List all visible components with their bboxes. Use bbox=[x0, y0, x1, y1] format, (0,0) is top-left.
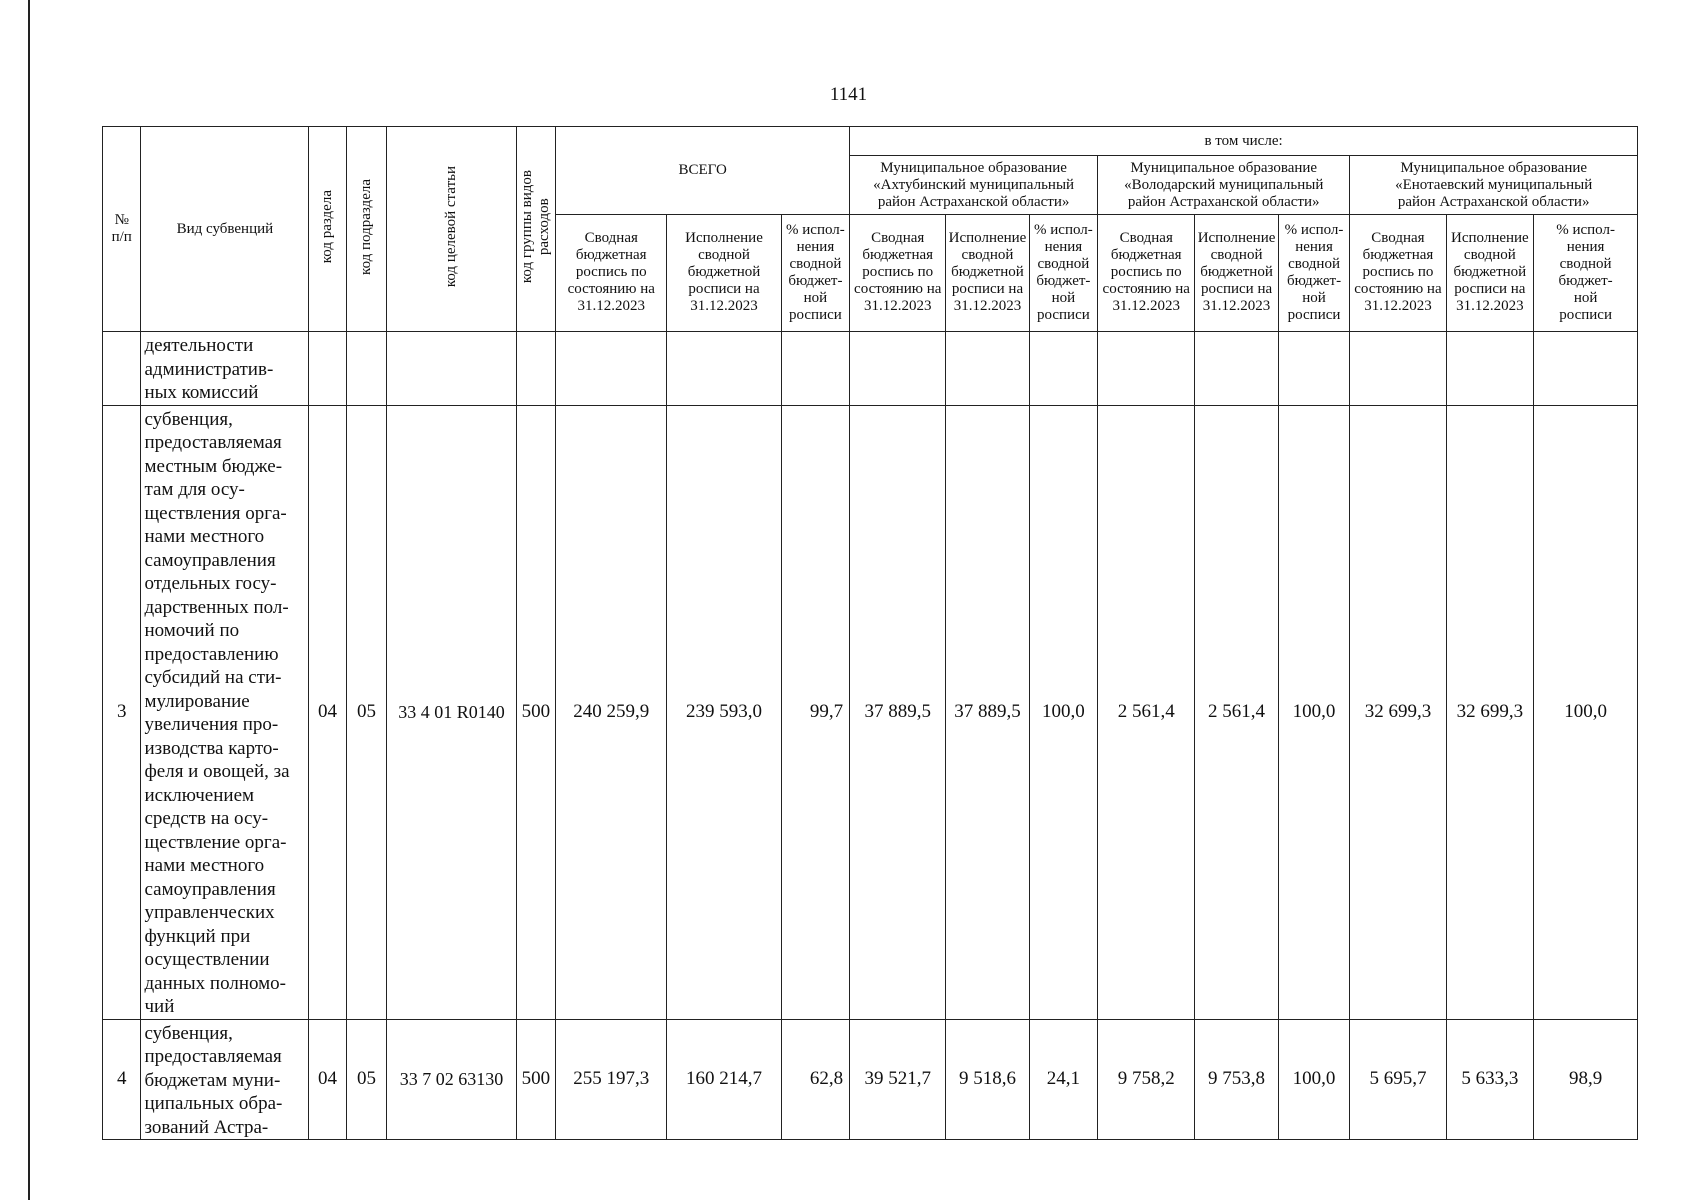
header-razdel: код раздела bbox=[309, 127, 346, 332]
header-pct-total: % испол- нения сводной бюджет- ной росписи bbox=[781, 214, 849, 331]
row-value: 32 699,3 bbox=[1350, 405, 1446, 1019]
row-kind: субвенция, предоставляемая местным бюдже- там для осу- ществления орга- нами местного самоуправления отдельных госу- дарственных пол- номочий по предоставлению субсидий на сти- мулирование увеличения про- изводства карто- феля и овощей, за исключением средств на осу- ществление орга- нами местного самоуправления управленческих функций при осуществлении данных полномо- чий bbox=[141, 405, 309, 1019]
row-kind: деятельности административ- ных комиссий bbox=[141, 332, 309, 406]
header-plan-mo3: Сводная бюджетная роспись по состоянию на 31.12.2023 bbox=[1350, 214, 1446, 331]
header-pct-mo1: % испол- нения сводной бюджет- ной росписи bbox=[1029, 214, 1097, 331]
table-row bbox=[103, 332, 1638, 406]
row-value bbox=[1534, 332, 1638, 406]
row-value bbox=[556, 332, 667, 406]
row-value: 99,7 bbox=[781, 405, 849, 1019]
row-podrazdel: 05 bbox=[346, 1019, 387, 1140]
row-value: 32 699,3 bbox=[1446, 405, 1534, 1019]
row-value: 24,1 bbox=[1029, 1019, 1097, 1140]
row-value: 62,8 bbox=[781, 1019, 849, 1140]
header-podrazdel: код подраздела bbox=[346, 127, 387, 332]
row-value: 239 593,0 bbox=[667, 405, 781, 1019]
row-value bbox=[667, 332, 781, 406]
row-num bbox=[103, 332, 141, 406]
row-group bbox=[516, 332, 556, 406]
row-value bbox=[1195, 332, 1278, 406]
row-value: 255 197,3 bbox=[556, 1019, 667, 1140]
row-value: 98,9 bbox=[1534, 1019, 1638, 1140]
row-value: 9 758,2 bbox=[1098, 1019, 1195, 1140]
row-value: 9 753,8 bbox=[1195, 1019, 1278, 1140]
row-value bbox=[1350, 332, 1446, 406]
row-target: 33 7 02 63130 bbox=[387, 1019, 516, 1140]
header-plan-mo2: Сводная бюджетная роспись по состоянию на 31.12.2023 bbox=[1098, 214, 1195, 331]
row-value bbox=[1029, 332, 1097, 406]
row-target: 33 4 01 R0140 bbox=[387, 405, 516, 1019]
row-value: 160 214,7 bbox=[667, 1019, 781, 1140]
row-value: 39 521,7 bbox=[850, 1019, 946, 1140]
row-value: 100,0 bbox=[1278, 405, 1350, 1019]
row-value: 2 561,4 bbox=[1098, 405, 1195, 1019]
row-value bbox=[850, 332, 946, 406]
header-mo-volodarsky: Муниципальное образование «Володарский муниципальный район Астраханской области» bbox=[1098, 156, 1350, 215]
header-plan-total: Сводная бюджетная роспись по состоянию на 31.12.2023 bbox=[556, 214, 667, 331]
row-target bbox=[387, 332, 516, 406]
header-mo-akhtubinsky: Муниципальное образование «Ахтубинский муниципальный район Астраханской области» bbox=[850, 156, 1098, 215]
row-kind: субвенция, предоставляемая бюджетам муни- ципальных обра- зований Астра- bbox=[141, 1019, 309, 1140]
table-row bbox=[103, 1019, 1638, 1140]
header-exec-total: Исполнение сводной бюджетной росписи на 31.12.2023 bbox=[667, 214, 781, 331]
header-kind: Вид субвенций bbox=[141, 127, 309, 332]
row-value: 100,0 bbox=[1278, 1019, 1350, 1140]
table-row bbox=[103, 405, 1638, 1019]
header-exec-mo3: Исполнение сводной бюджетной росписи на 31.12.2023 bbox=[1446, 214, 1534, 331]
row-podrazdel: 05 bbox=[346, 405, 387, 1019]
header-exec-mo1: Исполнение сводной бюджетной росписи на 31.12.2023 bbox=[946, 214, 1029, 331]
row-value bbox=[1098, 332, 1195, 406]
binder-margin-line bbox=[28, 0, 30, 1200]
row-podrazdel bbox=[346, 332, 387, 406]
header-group: код группы видов расходов bbox=[516, 127, 556, 332]
header-target: код целевой статьи bbox=[387, 127, 516, 332]
row-value: 100,0 bbox=[1534, 405, 1638, 1019]
row-value: 2 561,4 bbox=[1195, 405, 1278, 1019]
row-value: 9 518,6 bbox=[946, 1019, 1029, 1140]
header-mo-enotaevsky: Муниципальное образование «Енотаевский муниципальный район Астраханской области» bbox=[1350, 156, 1638, 215]
header-total: ВСЕГО bbox=[556, 127, 850, 215]
row-razdel bbox=[309, 332, 346, 406]
row-value: 5 695,7 bbox=[1350, 1019, 1446, 1140]
row-group: 500 bbox=[516, 1019, 556, 1140]
header-exec-mo2: Исполнение сводной бюджетной росписи на 31.12.2023 bbox=[1195, 214, 1278, 331]
row-value: 37 889,5 bbox=[946, 405, 1029, 1019]
header-pct-mo3: % испол- нения сводной бюджет- ной росписи bbox=[1534, 214, 1638, 331]
row-value bbox=[1278, 332, 1350, 406]
row-value bbox=[1446, 332, 1534, 406]
row-value: 37 889,5 bbox=[850, 405, 946, 1019]
row-value: 100,0 bbox=[1029, 405, 1097, 1019]
row-value: 5 633,3 bbox=[1446, 1019, 1534, 1140]
row-razdel: 04 bbox=[309, 1019, 346, 1140]
subvention-table bbox=[102, 126, 1638, 1140]
header-pct-mo2: % испол- нения сводной бюджет- ной росписи bbox=[1278, 214, 1350, 331]
header-plan-mo1: Сводная бюджетная роспись по состоянию на 31.12.2023 bbox=[850, 214, 946, 331]
row-value bbox=[946, 332, 1029, 406]
row-num: 4 bbox=[103, 1019, 141, 1140]
row-value: 240 259,9 bbox=[556, 405, 667, 1019]
row-razdel: 04 bbox=[309, 405, 346, 1019]
header-including: в том числе: bbox=[850, 127, 1638, 156]
page-number: 1141 bbox=[829, 84, 868, 105]
row-group: 500 bbox=[516, 405, 556, 1019]
row-num: 3 bbox=[103, 405, 141, 1019]
row-value bbox=[781, 332, 849, 406]
header-num: № п/п bbox=[103, 127, 141, 332]
